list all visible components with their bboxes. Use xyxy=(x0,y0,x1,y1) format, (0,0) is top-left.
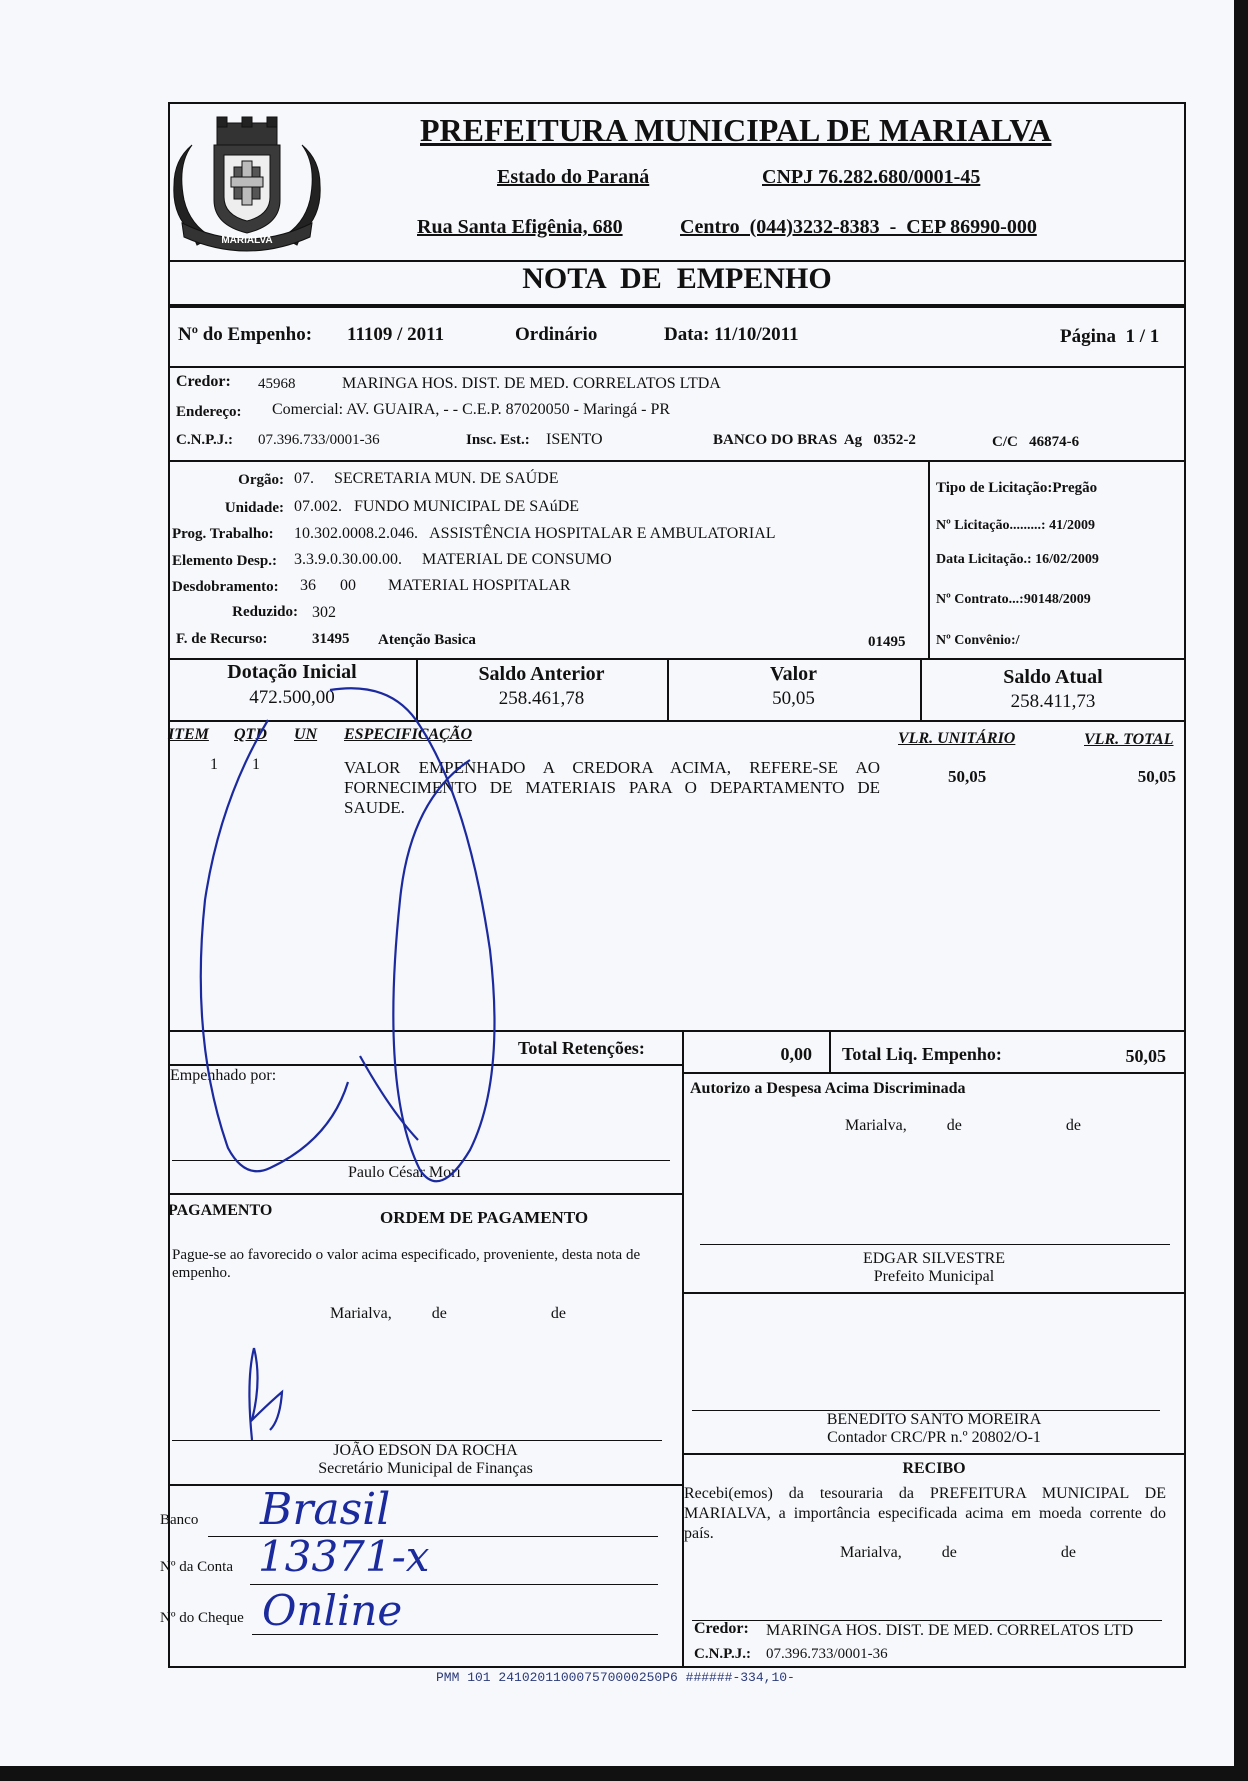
numero-licitacao: Nº Licitação.........: 41/2009 xyxy=(936,518,1095,533)
conta-label: Nº da Conta xyxy=(160,1559,233,1575)
divider xyxy=(168,460,1186,462)
unidade-label: Unidade: xyxy=(224,500,284,516)
pagamento-text: Pague-se ao favorecido o valor acima especificado, proveniente, desta nota de empenho. xyxy=(172,1247,641,1281)
divider xyxy=(168,1193,683,1195)
conta-line xyxy=(250,1584,658,1585)
prog-label: Prog. Trabalho: xyxy=(172,526,274,542)
divider xyxy=(682,1453,1186,1455)
cheque-handwritten: Online xyxy=(262,1586,403,1635)
cnpj-header: CNPJ 76.282.680/0001-45 xyxy=(762,166,981,188)
saldo-anterior-label: Saldo Anterior xyxy=(478,663,605,685)
endereco-value: Comercial: AV. GUAIRA, - - C.E.P. 87020050 - Maringá - PR xyxy=(272,401,671,418)
reduzido-value: 302 xyxy=(312,604,336,621)
divider xyxy=(682,1292,1186,1294)
dotacao-label: Dotação Inicial xyxy=(227,661,357,683)
contact-info: Centro (044)3232-8383 - CEP 86990-000 xyxy=(680,216,1037,238)
empenho-number: 11109 / 2011 xyxy=(347,324,445,345)
banco-handwritten: Brasil xyxy=(260,1484,391,1535)
insc-value: ISENTO xyxy=(546,431,603,448)
recibo-date-line: Marialva, de de xyxy=(840,1544,1076,1561)
divider xyxy=(829,1030,831,1072)
liquido-label: Total Liq. Empenho: xyxy=(842,1044,1002,1064)
row-item: 1 xyxy=(210,756,218,773)
insc-label: Insc. Est.: xyxy=(466,432,530,448)
empenho-date: Data: 11/10/2011 xyxy=(664,324,799,345)
cnpj-value: 07.396.733/0001-36 xyxy=(258,432,380,448)
checking-account: C/C 46874-6 xyxy=(992,434,1080,450)
signature-line xyxy=(172,1160,670,1161)
empenho-label: Nº do Empenho: xyxy=(178,324,313,345)
recurso-value: 31495 xyxy=(312,631,350,647)
divider xyxy=(168,658,1186,660)
state-name: Estado do Paraná xyxy=(497,166,650,188)
col-valor-unitario: VLR. UNITÁRIO xyxy=(898,730,1016,747)
row-qtd: 1 xyxy=(252,756,260,773)
endereco-label: Endereço: xyxy=(176,404,242,420)
empenhado-label: Empenhado por: xyxy=(170,1067,277,1084)
recurso-code: 01495 xyxy=(868,634,906,650)
scan-border-right xyxy=(1234,0,1248,1781)
prog-value: 10.302.0008.2.046. ASSISTÊNCIA HOSPITALAR E AMBULATORIAL xyxy=(294,525,776,542)
contador-name: BENEDITO SANTO MOREIRA xyxy=(826,1411,1042,1428)
orgao-value: 07. SECRETARIA MUN. DE SAÚDE xyxy=(294,470,559,487)
bank-account: BANCO DO BRAS Ag 0352-2 xyxy=(713,432,916,448)
autorizo-text: Autorizo a Despesa Acima Discriminada xyxy=(690,1080,966,1097)
signature-line xyxy=(172,1440,662,1441)
col-un: UN xyxy=(294,726,318,743)
pagamento-label: PAGAMENTO xyxy=(168,1202,273,1219)
desdobramento-label: Desdobramento: xyxy=(172,579,279,595)
secretario-role: Secretário Municipal de Finanças xyxy=(318,1460,533,1477)
recibo-cnpj-value: 07.396.733/0001-36 xyxy=(766,1646,888,1662)
page-number: Página 1 / 1 xyxy=(1060,326,1160,347)
cnpj-label: C.N.P.J.: xyxy=(176,432,233,448)
ordem-pagamento-label: ORDEM DE PAGAMENTO xyxy=(380,1208,589,1227)
valor-label: Valor xyxy=(769,663,818,685)
row-valor-unitario: 50,05 xyxy=(948,767,987,786)
recibo-title: RECIBO xyxy=(902,1460,966,1477)
credor-label: Credor: xyxy=(176,373,231,390)
divider xyxy=(168,366,1186,368)
numero-convenio: Nº Convênio:/ xyxy=(936,633,1020,648)
prefeito-name: EDGAR SILVESTRE xyxy=(862,1250,1006,1267)
retencoes-label: Total Retenções: xyxy=(518,1038,645,1058)
valor-value: 50,05 xyxy=(772,688,815,709)
elemento-value: 3.3.9.0.30.00.00. MATERIAL DE CONSUMO xyxy=(294,551,612,568)
banco-label: Banco xyxy=(160,1512,199,1528)
divider xyxy=(928,460,930,658)
elemento-label: Elemento Desp.: xyxy=(172,553,277,569)
divider xyxy=(168,1064,683,1066)
divider xyxy=(168,1484,683,1486)
empenho-type: Ordinário xyxy=(515,324,598,345)
col-valor-total: VLR. TOTAL xyxy=(1084,731,1174,748)
recurso-label: F. de Recurso: xyxy=(176,631,268,647)
col-item: ITEM xyxy=(168,726,209,743)
crest-banner-text: MARIALVA xyxy=(221,235,273,246)
recibo-text: Recebi(emos) da tesouraria da PREFEITURA MUNICIPAL DE MARIALVA, a importância especificada acima em moeda corrente do país. xyxy=(684,1485,1166,1542)
page-title: PREFEITURA MUNICIPAL DE MARIALVA xyxy=(420,112,1052,148)
retencoes-value: 0,00 xyxy=(780,1044,812,1064)
unidade-value: 07.002. FUNDO MUNICIPAL DE SAúDE xyxy=(294,498,580,515)
credor-code: 45968 xyxy=(258,376,296,392)
dotacao-value: 472.500,00 xyxy=(249,687,335,708)
data-licitacao: Data Licitação.: 16/02/2009 xyxy=(936,552,1099,567)
tipo-licitacao: Tipo de Licitação:Pregão xyxy=(936,480,1098,496)
signature-line xyxy=(692,1620,1162,1621)
cheque-label: Nº do Cheque xyxy=(160,1610,244,1626)
saldo-anterior-value: 258.461,78 xyxy=(498,688,585,709)
recurso-description: Atenção Basica xyxy=(378,632,476,648)
document-title: NOTA DE EMPENHO xyxy=(522,262,832,295)
signature-line xyxy=(700,1244,1170,1245)
saldo-atual-label: Saldo Atual xyxy=(1003,666,1103,688)
divider xyxy=(682,1072,684,1668)
contador-role: Contador CRC/PR n.º 20802/O-1 xyxy=(827,1429,1041,1446)
footer-barcode-text: PMM 101 241020110007570000250P6 ######-334,10- xyxy=(436,1670,795,1685)
divider xyxy=(682,1072,1186,1074)
col-especificacao: ESPECIFICAÇÃO xyxy=(344,726,473,743)
recibo-credor-label: Credor: xyxy=(694,1620,749,1637)
divider xyxy=(168,720,1186,722)
secretario-name: JOÃO EDSON DA ROCHA xyxy=(333,1442,518,1459)
recibo-credor-value: MARINGA HOS. DIST. DE MED. CORRELATOS LTD xyxy=(766,1622,1134,1639)
row-especificacao: VALOR EMPENHADO A CREDORA ACIMA, REFERE-SE AO FORNECIMENTO DE MATERIAIS PARA O DEPARTAMENTO DE SAUDE. xyxy=(344,758,880,817)
payment-date-line: Marialva, de de xyxy=(330,1305,566,1322)
numero-contrato: Nº Contrato...:90148/2009 xyxy=(936,592,1091,607)
col-qtd: QTD xyxy=(234,726,267,743)
reduzido-label: Reduzido: xyxy=(232,604,298,620)
recibo-cnpj-label: C.N.P.J.: xyxy=(694,1646,751,1662)
conta-handwritten: 13371-x xyxy=(258,1532,430,1581)
liquido-value: 50,05 xyxy=(1125,1046,1166,1066)
divider xyxy=(168,304,1186,308)
divider xyxy=(168,1030,1186,1032)
address: Rua Santa Efigênia, 680 xyxy=(417,216,623,238)
empenhado-name: Paulo César Mori xyxy=(348,1164,461,1181)
credor-name: MARINGA HOS. DIST. DE MED. CORRELATOS LTDA xyxy=(342,375,721,392)
scan-border-bottom xyxy=(0,1766,1248,1781)
saldo-atual-value: 258.411,73 xyxy=(1010,691,1096,712)
orgao-label: Orgão: xyxy=(238,472,284,488)
desdobramento-value: 36 00 MATERIAL HOSPITALAR xyxy=(300,577,571,594)
authorization-date-line: Marialva, de de xyxy=(845,1117,1081,1134)
row-valor-total: 50,05 xyxy=(1137,767,1176,786)
prefeito-role: Prefeito Municipal xyxy=(873,1268,995,1285)
